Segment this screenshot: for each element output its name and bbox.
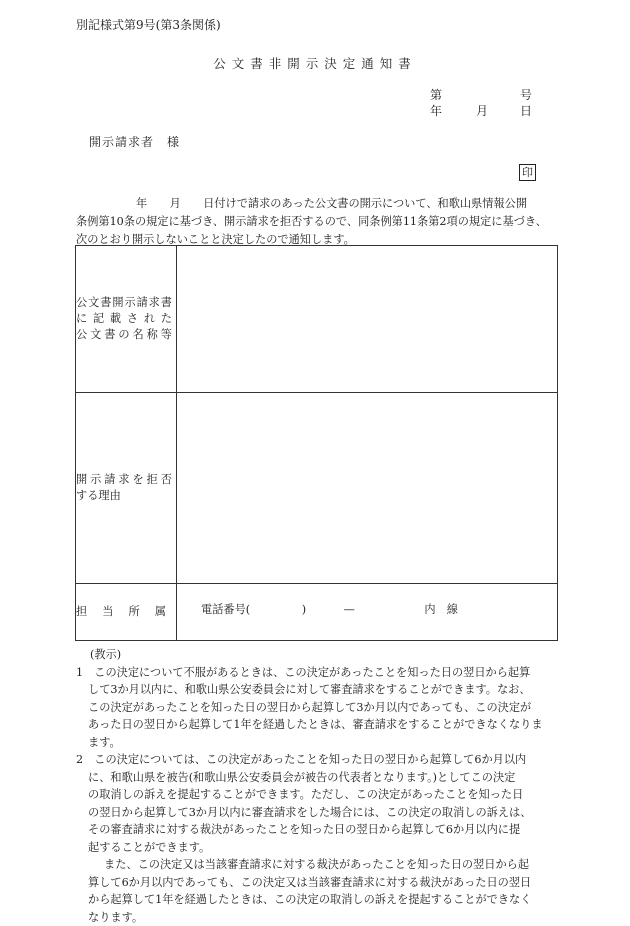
date-month: 月 <box>476 102 488 119</box>
body-text <box>76 195 560 249</box>
note-line: 1 この決定について不服があるときは、この決定があったことを知った日の翌日から起算 <box>76 664 562 682</box>
department-label <box>76 584 177 641</box>
note-line: 起することができます。 <box>76 839 562 857</box>
note-line: その審査請求に対する裁決があったことを知った日の翌日から起算して6か月以内に提 <box>76 821 562 839</box>
note-line: また、この決定又は当該審査請求に対する裁決があったことを知った日の翌日から起 <box>76 856 562 874</box>
document-title: 公文書非開示決定通知書 <box>0 54 630 72</box>
number-prefix: 第 <box>430 86 442 103</box>
note-line: この決定があったことを知った日の翌日から起算して3か月以内であっても、この決定が <box>76 699 562 717</box>
date-day: 日 <box>520 102 532 119</box>
note-line: の翌日から起算して3か月以内に審査請求をした場合には、この決定の取消しの訴えは、 <box>76 804 562 822</box>
phone-label: 電話番号( <box>201 601 250 617</box>
label-line: 公文書の名称等 <box>76 327 172 343</box>
phone-dash: — <box>344 603 355 616</box>
label-line: に記載された <box>76 311 172 327</box>
note-line: あった日の翌日から起算して1年を経過したときは、審査請求をすることができなくなりま <box>76 716 562 734</box>
label-line: 担当所属 <box>76 604 166 620</box>
refusal-reason-field[interactable] <box>177 393 558 584</box>
label-line: 公文書開示請求書 <box>76 295 172 311</box>
refusal-reason-label <box>76 393 177 584</box>
date-year: 年 <box>430 102 442 119</box>
note-line: 算して6か月以内であっても、この決定又は当該審査請求に対する裁決があった日の翌日 <box>76 874 562 892</box>
document-name-label <box>76 246 177 393</box>
note-line: 2 この決定については、この決定があったことを知った日の翌日から起算して6か月以内 <box>76 751 562 769</box>
note-line: ます。 <box>76 734 562 752</box>
decision-table <box>75 245 558 641</box>
addressee: 開示請求者 様 <box>89 133 180 150</box>
department-field[interactable] <box>177 584 558 641</box>
note-line: して3か月以内に、和歌山県公安委員会に対して審査請求をすることができます。なお、 <box>76 681 562 699</box>
note-line: に、和歌山県を被告(和歌山県公安委員会が被告の代表者となります。)としてこの決定 <box>76 769 562 787</box>
note-line: の取消しの訴えを提起することができます。ただし、この決定があったことを知った日 <box>76 786 562 804</box>
note-line: から起算して1年を経過したときは、この決定の取消しの訴えを提起することができなく <box>76 891 562 909</box>
phone-close: ) <box>302 603 306 616</box>
instructions <box>76 646 562 926</box>
label-line: する理由 <box>76 489 121 502</box>
body-line: 次のとおり開示しないことと決定したので通知します。 <box>76 231 560 249</box>
document-name-field[interactable] <box>177 246 558 393</box>
seal-mark: 印 <box>519 164 536 181</box>
notes-heading: (教示) <box>76 646 562 664</box>
extension-label: 内 線 <box>424 601 458 617</box>
note-line: なります。 <box>76 909 562 926</box>
phone-line <box>177 601 557 623</box>
body-line: 年 月 日付けで請求のあった公文書の開示について、和歌山県情報公開 <box>76 195 560 213</box>
number-suffix: 号 <box>520 86 532 103</box>
form-label: 別記様式第9号(第3条関係) <box>76 16 221 33</box>
label-line: 開示請求を拒否 <box>76 472 172 488</box>
body-line: 条例第10条の規定に基づき、開示請求を拒否するので、同条例第11条第2項の規定に基づき、 <box>76 213 560 231</box>
